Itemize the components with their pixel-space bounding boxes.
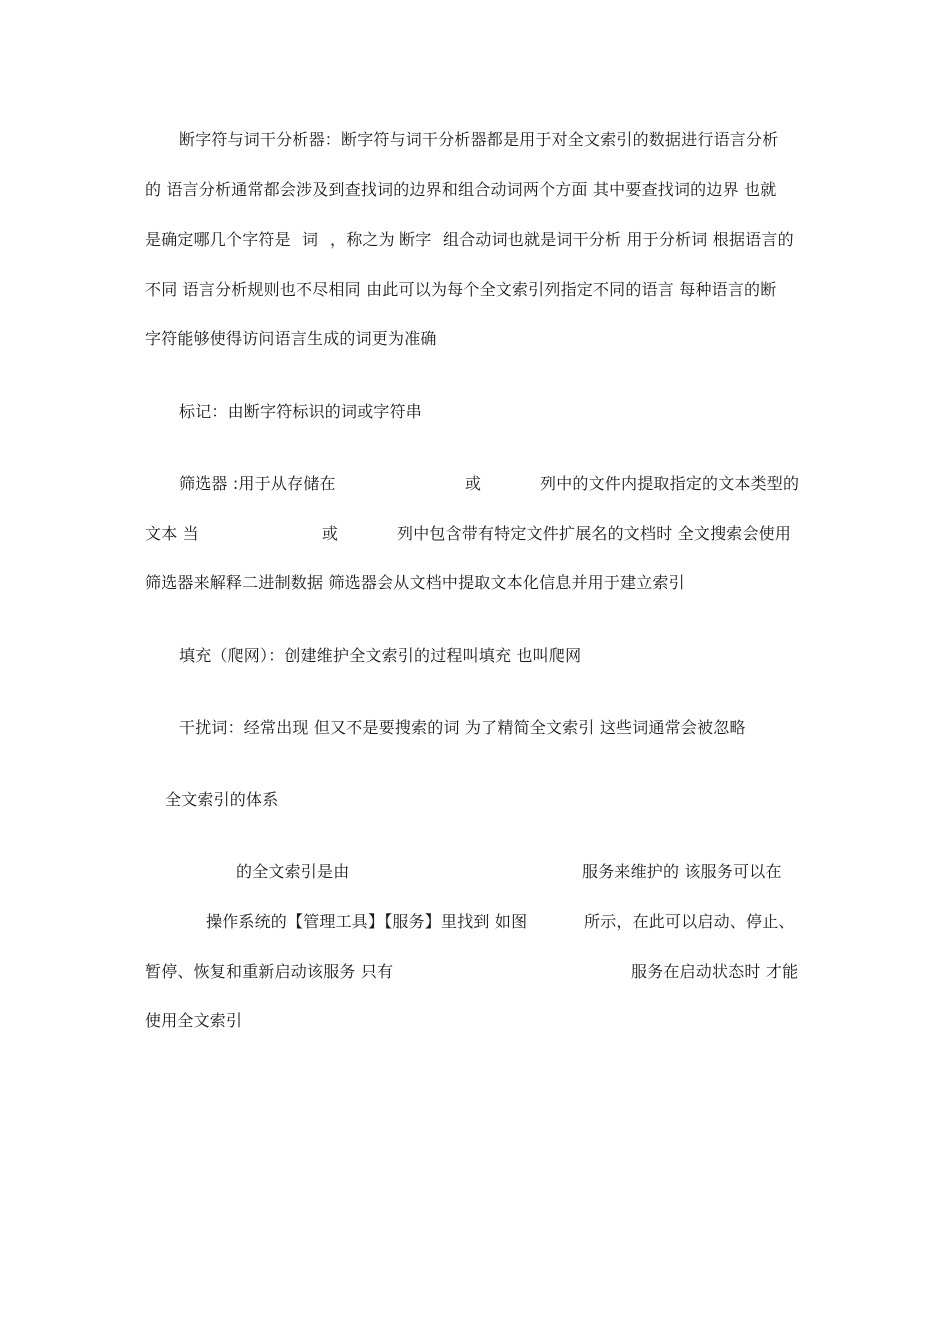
para6-line2b: 所示，在此可以启动、停止、 xyxy=(584,912,795,931)
para3-line1b: 或 xyxy=(465,474,482,493)
para3-line1c: 列中的文件内提取指定的文本类型的 xyxy=(540,474,800,493)
para2-line1: 标记：由断字符标识的词或字符串 xyxy=(179,402,423,421)
para3-line1a: 筛选器 :用于从存储在 xyxy=(179,474,336,493)
para1-line4: 不同 语言分析规则也不尽相同 由此可以为每个全文索引列指定不同的语言 每种语言的断 xyxy=(145,280,777,299)
para1-line1: 断字符与词干分析器：断字符与词干分析器都是用于对全文索引的数据进行语言分析 xyxy=(179,130,779,149)
para3-line3: 筛选器来解释二进制数据 筛选器会从文档中提取文本化信息并用于建立索引 xyxy=(145,573,685,592)
para4-line1: 填充（爬网）：创建维护全文索引的过程叫填充 也叫爬网 xyxy=(179,646,582,665)
para1-line3e: 组合动词也就是词干分析 用于分析词 根据语言的 xyxy=(443,230,794,249)
section-heading: 全文索引的体系 xyxy=(165,790,279,809)
para3-line2a: 文本 当 xyxy=(145,524,199,543)
para1-line3a: 是确定哪几个字符是 xyxy=(145,230,291,249)
para3-line2b: 或 xyxy=(322,524,339,543)
para6-line3a: 暂停、恢复和重新启动该服务 只有 xyxy=(145,962,394,981)
para6-line2a: 操作系统的【管理工具】【服务】里找到 如图 xyxy=(206,912,528,931)
para6-line4: 使用全文索引 xyxy=(145,1011,243,1030)
para6-line1a: 的全文索引是由 xyxy=(236,862,350,881)
para6-line1b: 服务来维护的 该服务可以在 xyxy=(582,862,782,881)
para3-line2c: 列中包含带有特定文件扩展名的文档时 全文搜索会使用 xyxy=(397,524,792,543)
para6-line3b: 服务在启动状态时 才能 xyxy=(631,962,799,981)
para5-line1: 干扰词：经常出现 但又不是要搜索的词 为了精简全文索引 这些词通常会被忽略 xyxy=(179,718,746,737)
para1-line3d: 断字 xyxy=(399,230,432,249)
para1-line3b: 词 xyxy=(302,230,319,249)
para1-line2: 的 语言分析通常都会涉及到查找词的边界和组合动词两个方面 其中要查找词的边界 也就 xyxy=(145,180,777,199)
para1-line5: 字符能够使得访问语言生成的词更为准确 xyxy=(145,329,437,348)
para1-line3c: ，称之为 xyxy=(330,230,395,249)
